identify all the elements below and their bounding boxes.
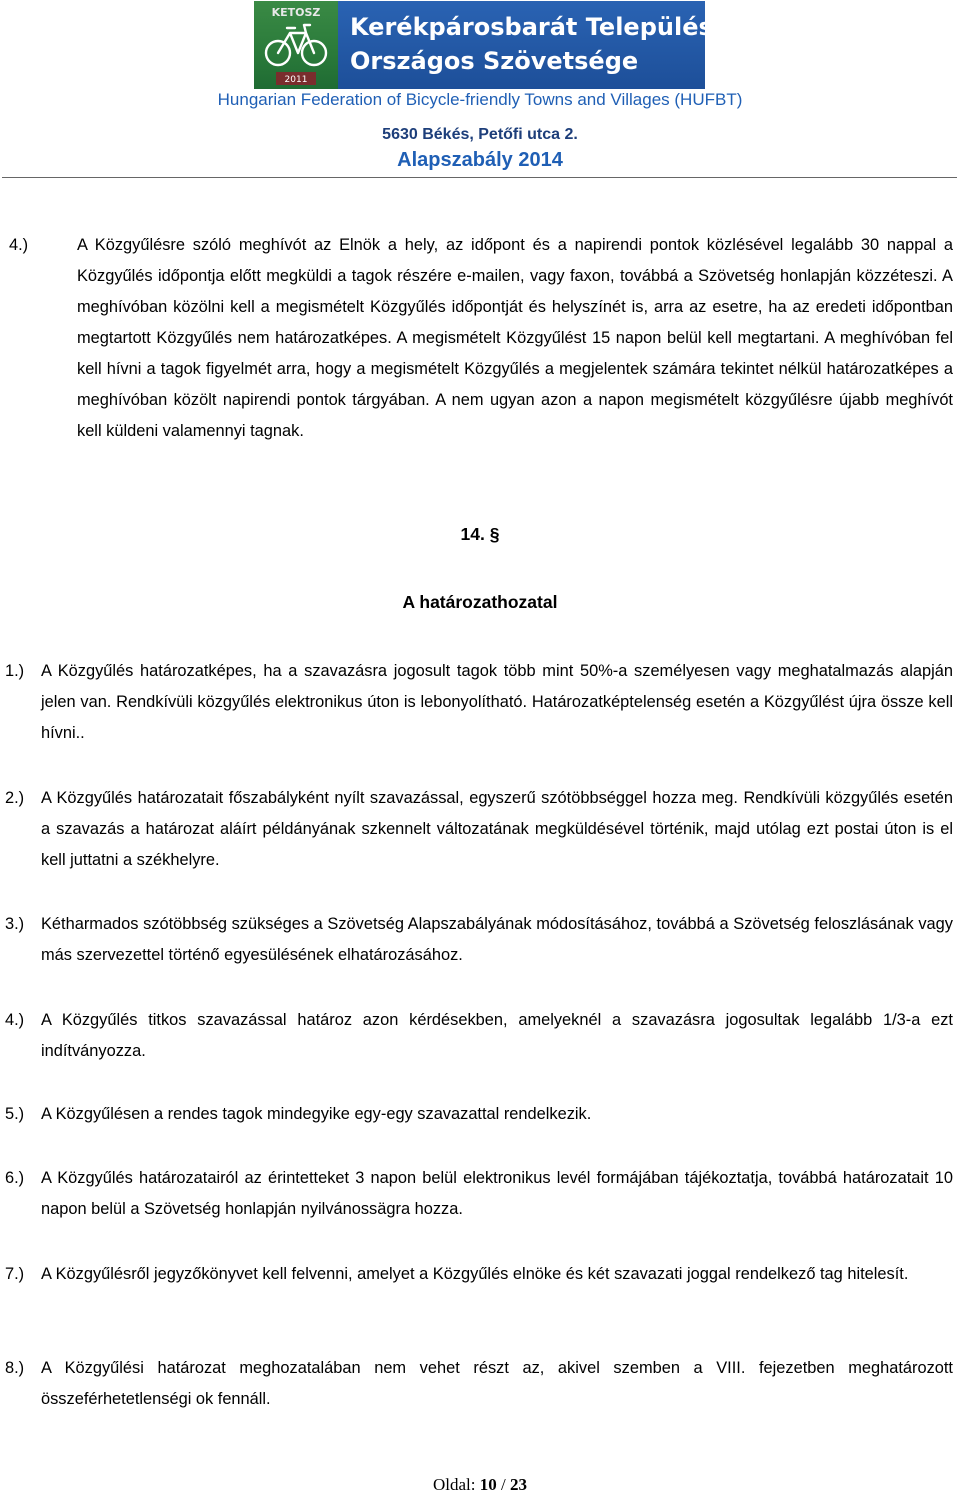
list-item <box>5 1353 953 1415</box>
page-total: 23 <box>509 1475 527 1494</box>
english-org-name: Hungarian Federation of Bicycle-friendly Towns and Villages (HUFBT) <box>217 90 743 109</box>
item-text: A Közgyűlési határozat meghozatalában nem vehet részt az, akivel szemben a VIII. fejezetben meghatározott összeférhetetlenségi ok fennáll. <box>41 1359 953 1408</box>
page-label: Oldal: <box>433 1475 476 1494</box>
list-item <box>5 783 953 876</box>
item-number: 7.) <box>5 1265 25 1283</box>
item-number: 2.) <box>5 789 25 807</box>
paragraph-4-intro <box>9 230 953 447</box>
list-item <box>5 1099 953 1130</box>
logo-badge-top: KETOSZ <box>271 6 321 19</box>
header-divider <box>2 177 957 178</box>
item-number: 6.) <box>5 1169 25 1187</box>
item-text: A Közgyűlés határozatképes, ha a szavazásra jogosult tagok több mint 50%-a személyesen vagy meghatalmazás alapján jelen van. Rendkívüli közgyűlés elektronikus úton is lebonyolítható. Határozatképtelenség esetén a Közgyűlést újra össze kell hívni.. <box>41 662 953 742</box>
section-number: 14. § <box>460 524 500 544</box>
item-number: 5.) <box>5 1105 25 1123</box>
list-item <box>5 1005 953 1067</box>
federation-logo <box>254 1 746 89</box>
item-text: A Közgyűlés határozatait főszabályként nyílt szavazással, egyszerű szótöbbséggel hozza meg. Rendkívüli közgyűlés esetén a szavazás a határozat aláírt példányának szkennelt változatának megküldésével történik, majd utólag ezt postai úton is el kell juttatni a székhelyre. <box>41 789 953 869</box>
logo-badge-year: 2011 <box>284 75 308 85</box>
paragraph-number: 4.) <box>9 236 29 254</box>
logo-title-line2: Országos Szövetsége <box>350 47 639 75</box>
logo-title-line1: Kerékpárosbarát Települések <box>350 13 746 41</box>
item-number: 4.) <box>5 1011 25 1029</box>
item-text: Kétharmados szótöbbség szükséges a Szövetség Alapszabályának módosításához, továbbá a Szövetség feloszlásának vagy más szervezettel történő egyesülésének elhatározásához. <box>41 915 953 964</box>
item-number: 3.) <box>5 915 25 933</box>
item-text: A Közgyűlésről jegyzőkönyvet kell felvenni, amelyet a Közgyűlés elnöke és két szavazati joggal rendelkező tag hitelesít. <box>41 1265 909 1283</box>
list-item <box>5 1163 953 1225</box>
page-number: 10 <box>479 1475 497 1494</box>
list-item <box>5 1259 953 1290</box>
bicycle-emblem-icon <box>254 1 338 89</box>
item-text: A Közgyűlés titkos szavazással határoz azon kérdésekben, amelyeknél a szavazásra jogosultak legalább 1/3-a ezt indítványozza. <box>41 1011 953 1060</box>
section-title: A határozathozatal <box>402 592 558 612</box>
list-item <box>5 909 953 971</box>
item-number: 1.) <box>5 662 25 680</box>
item-text: A Közgyűlés határozatairól az érintetteket 3 napon belül elektronikus levél formájában tájékoztatja, továbbá határozatait 10 napon belül a Szövetség honlapján nyilvánossägra hozza. <box>41 1169 953 1218</box>
paragraph-text: A Közgyűlésre szóló meghívót az Elnök a hely, az időpont és a napirendi pontok közlésével legalább 30 nappal a Közgyűlés időpontja előtt megküldi a tagok részére e-mailen, vagy faxon, továbbá a Szövetség honlapján közzéteszi. A meghívóban közölni kell a megismételt Közgyűlés időpontját és helyszínét is, arra az esetre, ha az eredeti időpontban megtartott Közgyűlés nem határozatképes. A megismételt Közgyűlést 15 napon belül kell megtartani. A meghívóban fel kell hívni a tagok figyelmét arra, hogy a megismételt Közgyűlés a megjelentek számára tekintet nélkül határozatképes a meghívóban közölt napirendi pontok tárgyában. A nem ugyan azon a napon megismételt közgyűlésre újabb meghívót kell küldeni valamennyi tagnak. <box>77 236 953 440</box>
list-item <box>5 656 953 749</box>
page-separator: / <box>501 1475 506 1494</box>
org-address: 5630 Békés, Petőfi utca 2. <box>382 126 578 143</box>
item-number: 8.) <box>5 1359 25 1377</box>
document-title: Alapszabály 2014 <box>397 149 563 171</box>
page-footer <box>0 1475 960 1495</box>
item-text: A Közgyűlésen a rendes tagok mindegyike egy-egy szavazattal rendelkezik. <box>41 1105 592 1123</box>
